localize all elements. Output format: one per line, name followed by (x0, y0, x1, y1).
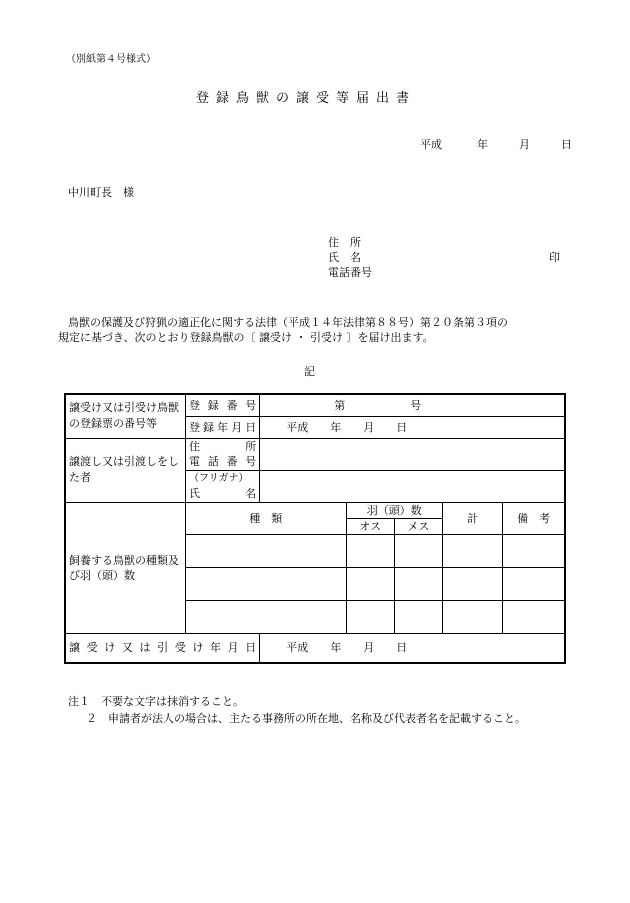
applicant-address-label: 住 所 (328, 236, 361, 249)
row3-head: 飼養する鳥獣の種類及び羽（頭）数 (65, 502, 185, 633)
col-male: オス (346, 518, 394, 534)
remarks-cell[interactable] (503, 534, 565, 567)
species-cell[interactable] (185, 534, 346, 567)
male-cell[interactable] (346, 600, 394, 633)
reg-no-go: 号 (410, 399, 422, 412)
transfer-date-field[interactable]: 平成 年 月 日 (260, 633, 565, 663)
col-count: 羽（頭）数 (346, 502, 442, 518)
addr-phone-field[interactable] (260, 438, 565, 470)
female-cell[interactable] (394, 534, 442, 567)
male-cell[interactable] (346, 567, 394, 600)
total-cell[interactable] (442, 534, 502, 567)
note-2: ２ 申請者が法人の場合は、主たる事務所の所在地、名称及び代表者名を記載すること。 (86, 712, 526, 725)
body-text-line-2: 規定に基づき、次のとおり登録鳥獣の〔 譲受け ・ 引受け 〕を届け出ます。 (58, 331, 434, 344)
date-month: 月 (519, 138, 530, 151)
row1-head: 譲受け又は引受け鳥獣の登録票の番号等 (65, 394, 185, 438)
date-era: 平成 (420, 138, 442, 151)
col-total: 計 (442, 502, 502, 534)
seal-mark: 印 (549, 251, 560, 264)
reg-date-label: 登録年月日 (185, 416, 259, 438)
reg-no-label: 登録番号 (185, 394, 259, 416)
body-text-line-1: 鳥獣の保護及び狩猟の適正化に関する法律（平成１４年法律第８８号）第２０条第３項の (68, 316, 508, 329)
addr-phone-label-cell (185, 438, 259, 470)
recipient: 中川町長 様 (68, 186, 134, 199)
note-1: 注１ 不要な文字は抹消すること。 (68, 695, 244, 708)
total-cell[interactable] (442, 567, 502, 600)
addr-label: 住所 (188, 440, 257, 453)
female-cell[interactable] (394, 600, 442, 633)
row2-head: 譲渡し又は引渡しをした者 (65, 438, 185, 502)
phone-label: 電話番号 (188, 455, 257, 468)
reg-date-field[interactable]: 平成 年 月 日 (260, 416, 565, 438)
remarks-cell[interactable] (503, 567, 565, 600)
page-title: 登録鳥獣の譲受等届出書 (196, 91, 417, 106)
reg-no-field[interactable] (260, 394, 565, 416)
species-cell[interactable] (185, 600, 346, 633)
remarks-cell[interactable] (503, 600, 565, 633)
registration-form-table (64, 393, 566, 664)
reg-no-dai: 第 (334, 399, 346, 412)
date-line (420, 136, 572, 152)
date-day: 日 (561, 138, 572, 151)
applicant-phone-label: 電話番号 (328, 266, 372, 279)
ki-heading: 記 (304, 365, 315, 378)
col-remarks: 備 考 (503, 502, 565, 534)
kana-name-label-cell (185, 470, 259, 502)
total-cell[interactable] (442, 600, 502, 633)
date-year: 年 (477, 138, 488, 151)
applicant-name-label: 氏 名 (328, 251, 361, 264)
kana-label: （フリガナ） (188, 473, 249, 484)
row4-head: 譲受け又は引受け年月日 (65, 633, 260, 663)
name-label: 氏名 (188, 487, 257, 500)
name-field[interactable] (260, 470, 565, 502)
col-female: メス (394, 518, 442, 534)
form-id: （別紙第４号様式） (66, 54, 156, 65)
male-cell[interactable] (346, 534, 394, 567)
col-species: 種 類 (185, 502, 346, 534)
female-cell[interactable] (394, 567, 442, 600)
species-cell[interactable] (185, 567, 346, 600)
